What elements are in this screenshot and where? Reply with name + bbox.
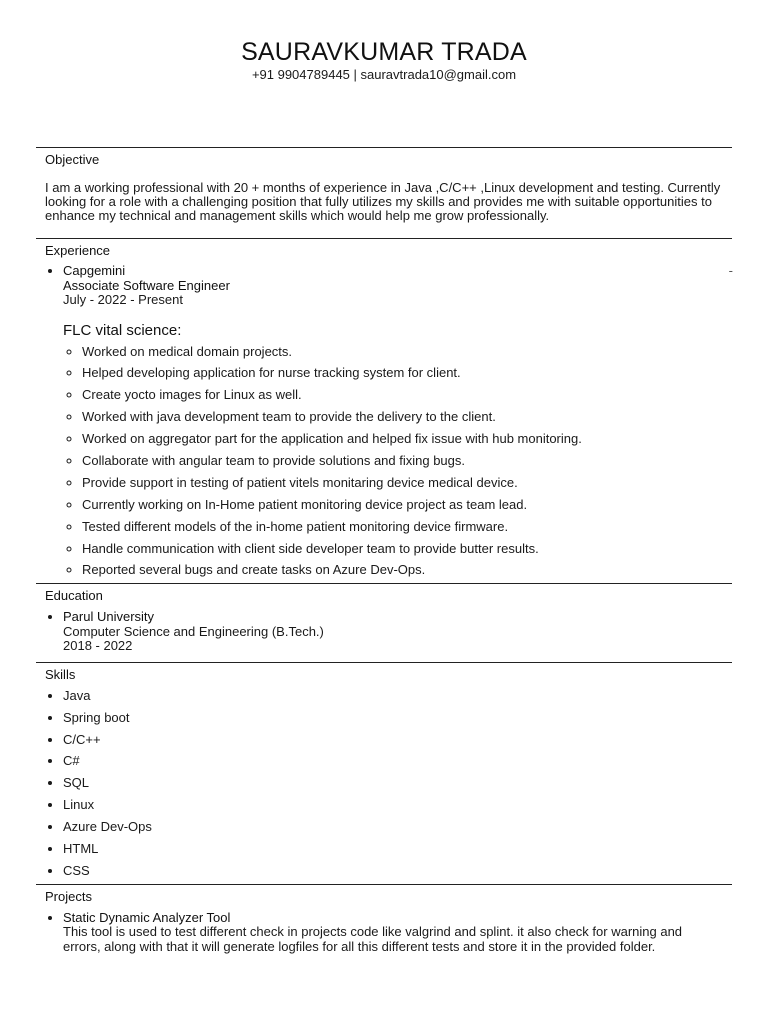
skill-item: • Azure Dev-Ops <box>63 819 732 834</box>
experience-points <box>63 344 732 578</box>
experience-section <box>36 238 732 577</box>
company-dash: - <box>728 263 733 278</box>
experience-title: Experience <box>45 243 111 258</box>
experience-company-row <box>63 264 732 279</box>
experience-point: ◦ Worked on aggregator part for the application and helped fix issue with hub monitoring. <box>82 431 732 446</box>
experience-point: ◦ Tested different models of the in-home patient monitoring device firmware. <box>82 519 732 534</box>
project-heading: FLC vital science: <box>63 321 182 339</box>
company-name: Capgemini <box>63 263 126 278</box>
education-item <box>63 610 732 654</box>
objective-text: I am a working professional with 20 + months of experience in Java ,C/C++ ,Linux development and testing. Currently looking for a role with a challenging position that fully utilizes my skills and provides me with suitable opportunities to enhance my technical and management skills which would help me grow professionally. <box>45 180 721 223</box>
experience-point: ◦ Collaborate with angular team to provide solutions and fixing bugs. <box>82 453 732 468</box>
education-list <box>36 610 732 654</box>
project-description: This tool is used to test different check in projects code like valgrind and splint. it also check for warning and errors, along with that it will generate logfiles for all this different tests and store it in the provided folder. <box>63 924 683 954</box>
experience-point: ◦ Worked with java development team to provide the delivery to the client. <box>82 409 732 424</box>
skill-item: • Spring boot <box>63 710 732 725</box>
project-item <box>63 911 732 955</box>
experience-point: ◦ Provide support in testing of patient vitels monitaring device medical device. <box>82 475 732 490</box>
resume-page <box>36 0 732 954</box>
school-name: • Parul University <box>63 609 155 625</box>
projects-title: Projects <box>45 888 92 904</box>
experience-point: ◦ Currently working on In-Home patient monitoring device project as team lead. <box>82 497 732 512</box>
candidate-name: SAURAVKUMAR TRADA <box>241 38 527 66</box>
skills-section <box>36 662 732 878</box>
project-name: • Static Dynamic Analyzer Tool <box>63 909 231 925</box>
education-title: Education <box>45 588 103 604</box>
objective-section <box>36 147 732 223</box>
skill-item: • Linux <box>63 797 732 812</box>
resume-header <box>36 37 732 83</box>
projects-section <box>36 884 732 955</box>
skill-item: • C/C++ <box>63 732 732 747</box>
experience-point: ◦ Handle communication with client side developer team to provide butter results. <box>82 541 732 556</box>
experience-list <box>36 264 732 577</box>
experience-point: ◦ Reported several bugs and create tasks on Azure Dev-Ops. <box>82 562 732 577</box>
contact-line: +91 9904789445 | sauravtrada10@gmail.com <box>251 67 517 82</box>
skill-item: • C# <box>63 753 732 768</box>
job-role: Associate Software Engineer <box>63 277 230 293</box>
skill-item: • CSS <box>63 863 732 878</box>
objective-title: Objective <box>45 152 100 167</box>
experience-point: ◦ Worked on medical domain projects. <box>82 344 732 359</box>
skill-item: • SQL <box>63 775 732 790</box>
degree: Computer Science and Engineering (B.Tech.) <box>63 623 324 639</box>
projects-list <box>36 911 732 955</box>
skill-item: • HTML <box>63 841 732 856</box>
skills-title: Skills <box>45 666 76 682</box>
experience-point: ◦ Create yocto images for Linux as well. <box>82 387 732 402</box>
job-dates: July - 2022 - Present <box>63 292 183 307</box>
skills-list <box>36 688 732 878</box>
skill-item: • Java <box>63 688 732 703</box>
experience-item <box>63 264 732 577</box>
experience-point: ◦ Helped developing application for nurse tracking system for client. <box>82 365 732 380</box>
education-section <box>36 583 732 654</box>
education-years: 2018 - 2022 <box>63 638 133 654</box>
